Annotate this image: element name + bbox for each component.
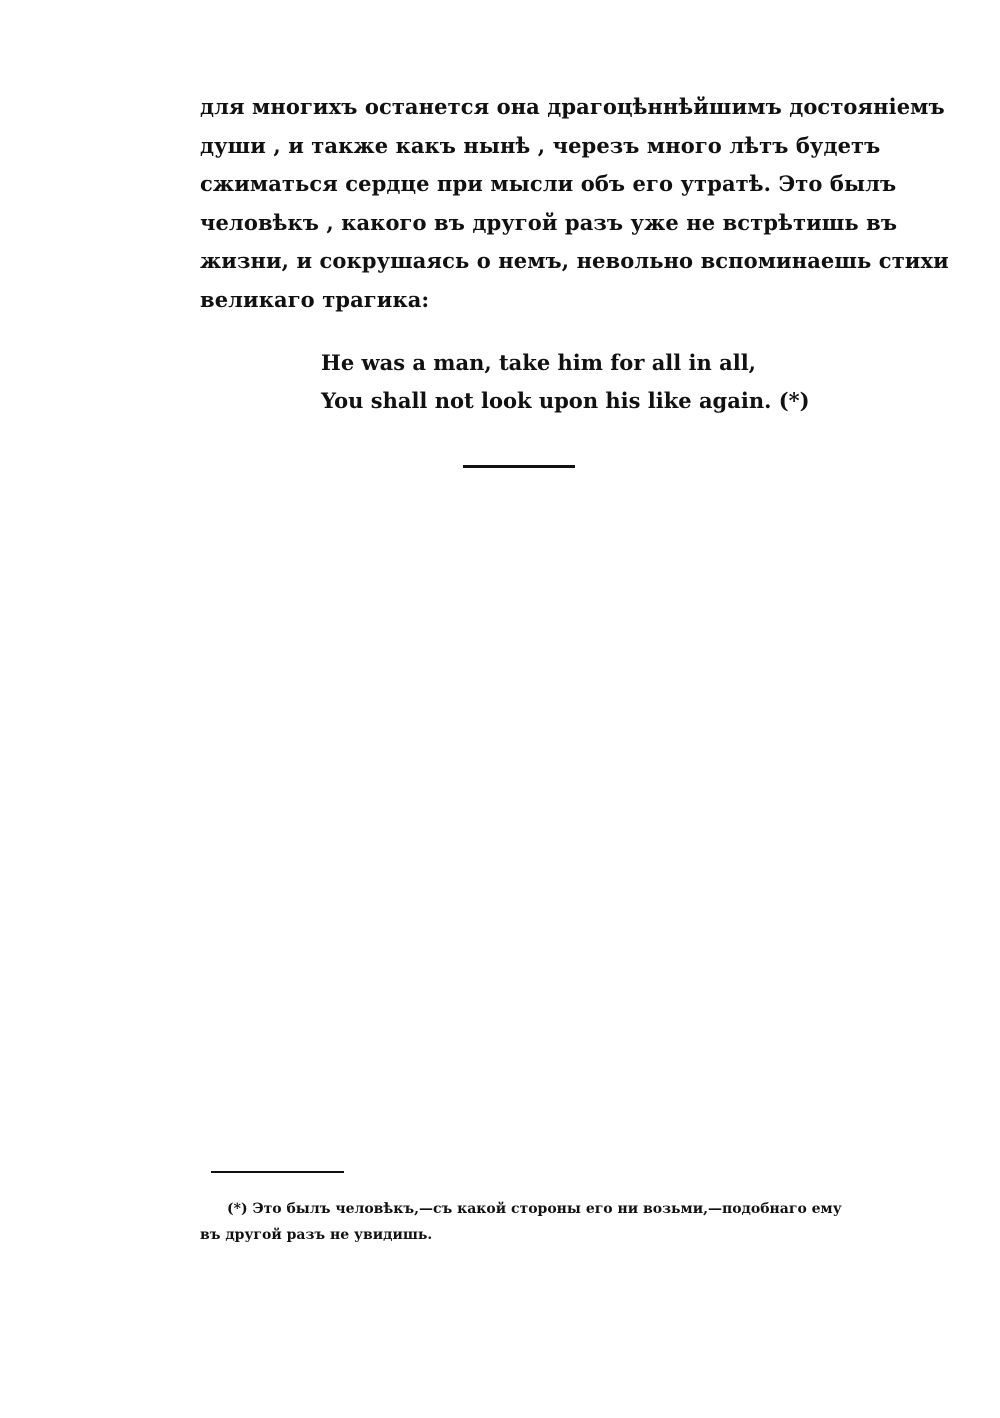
footnote bbox=[200, 1196, 840, 1248]
main-paragraph bbox=[200, 88, 949, 319]
paragraph-line: сжиматься сердце при мысли объ его утратѣ. Это былъ bbox=[200, 171, 897, 196]
footnote-line: въ другой разъ не увидишь. bbox=[200, 1227, 433, 1243]
verse-line: You shall not look upon his like again. (*) bbox=[321, 388, 810, 413]
paragraph-line: души , и также какъ нынѣ , черезъ много лѣтъ будетъ bbox=[200, 132, 881, 158]
paragraph-line: человѣкъ , какого въ другой разъ уже не встрѣтишь въ bbox=[200, 209, 898, 235]
paragraph-line: жизни, и сокрушаясь о немъ, невольно вспоминаешь стихи bbox=[200, 248, 949, 273]
verse-line: He was a man, take him for all in all, bbox=[321, 350, 756, 375]
verse-quotation bbox=[321, 344, 810, 420]
footnote-divider bbox=[211, 1171, 344, 1173]
footnote-line: (*) Это былъ человѣкъ,—съ какой стороны его ни возьми,—подобнаго ему bbox=[227, 1201, 842, 1217]
paragraph-line: великаго трагика: bbox=[200, 286, 430, 312]
paragraph-line: для многихъ останется она драгоцѣннѣйшимъ достояніемъ bbox=[200, 94, 945, 119]
section-divider bbox=[463, 465, 575, 468]
